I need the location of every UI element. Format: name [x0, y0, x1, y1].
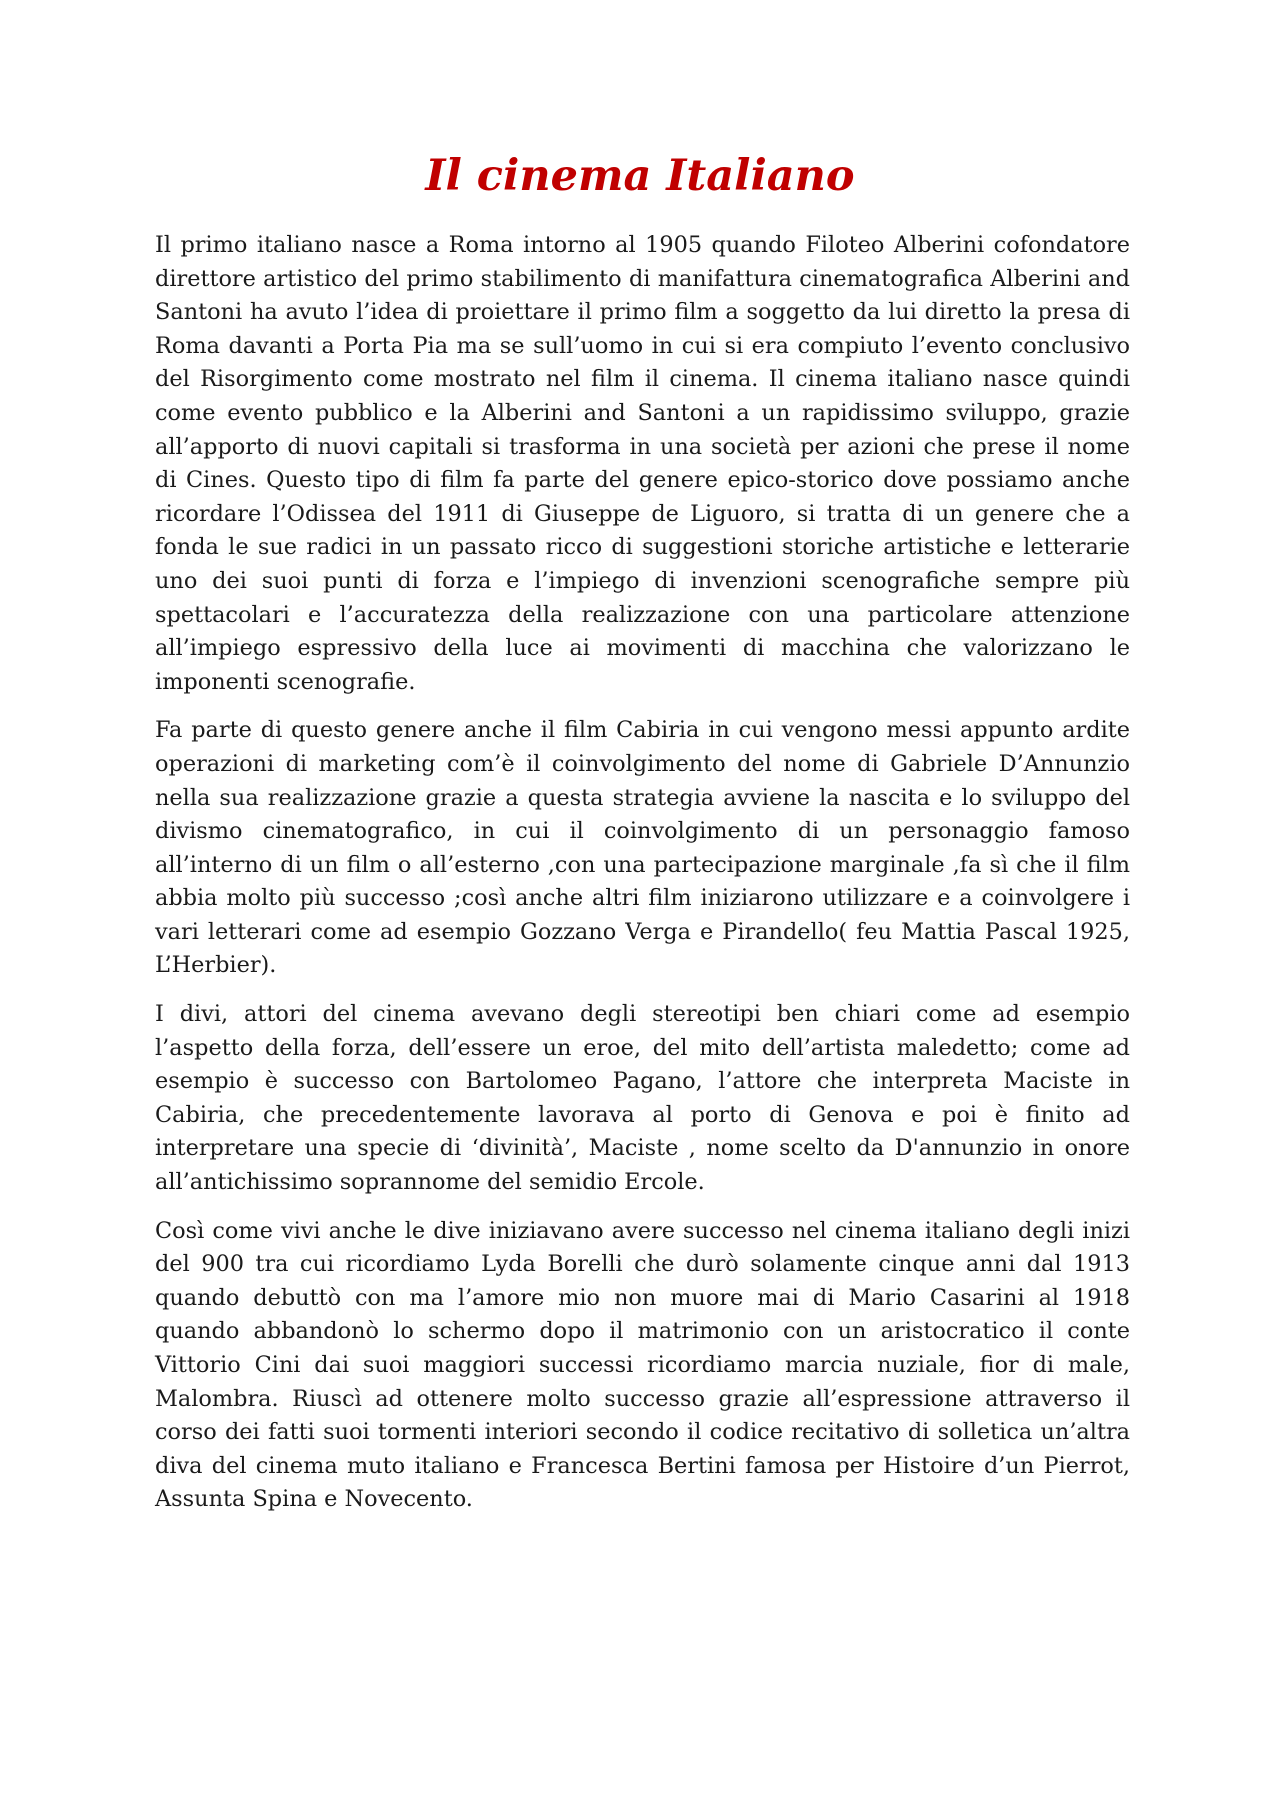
paragraph-1: Il primo italiano nasce a Roma intorno al 1905 quando Filoteo Alberini cofondatore direttore artistico del primo stabilimento di manifattura cinematografica Alberini and Santoni ha avuto l’idea di proiettare il primo film a soggetto da lui diretto la presa di Roma davanti a Porta Pia ma se sull’uomo in cui si era compiuto l’evento conclusivo del Risorgimento come mostrato nel film il cinema. Il cinema italiano nasce quindi come evento pubblico e la Alberini and Santoni a un rapidissimo sviluppo, grazie all’apporto di nuovi capitali si trasforma in una società per azioni che prese il nome di Cines. Questo tipo di film fa parte del genere epico-storico dove possiamo anche ricordare l’Odissea del 1911 di Giuseppe de Liguoro, si tratta di un genere che a fonda le sue radici in un passato ricco di suggestioni storiche artistiche e letterarie uno dei suoi punti di forza e l’impiego di invenzioni scenografiche sempre più spettacolari e l’accuratezza della realizzazione con una particolare attenzione all’impiego espressivo della luce ai movimenti di macchina che valorizzano le imponenti scenografie. [155, 232, 1130, 695]
paragraph-4: Così come vivi anche le dive iniziavano avere successo nel cinema italiano degli inizi del 900 tra cui ricordiamo Lyda Borelli che durò solamente cinque anni dal 1913 quando debuttò con ma l’amore mio non muore mai di Mario Casarini al 1918 quando abbandonò lo schermo dopo il matrimonio con un aristocratico il conte Vittorio Cini dai suoi maggiori successi ricordiamo marcia nuziale, fior di male, Malombra. Riuscì ad ottenere molto successo grazie all’espressione attraverso il corso dei fatti suoi tormenti interiori secondo il codice recitativo di solletica un’altra diva del cinema muto italiano e Francesca Bertini famosa per Histoire d’un Pierrot, Assunta Spina e Novecento. [155, 1217, 1130, 1513]
article-body [155, 229, 1130, 1532]
paragraph-2: Fa parte di questo genere anche il film Cabiria in cui vengono messi appunto ardite operazioni di marketing com’è il coinvolgimento del nome di Gabriele D’Annunzio nella sua realizzazione grazie a questa strategia avviene la nascita e lo sviluppo del divismo cinematografico, in cui il coinvolgimento di un personaggio famoso all’interno di un film o all’esterno ,con una partecipazione marginale ,fa sì che il film abbia molto più successo ;così anche altri film iniziarono utilizzare e a coinvolgere i vari letterari come ad esempio Gozzano Verga e Pirandello( feu Mattia Pascal 1925, L’Herbier). [155, 717, 1130, 979]
paragraph-3: I divi, attori del cinema avevano degli stereotipi ben chiari come ad esempio l’aspetto della forza, dell’essere un eroe, del mito dell’artista maledetto; come ad esempio è successo con Bartolomeo Pagano, l’attore che interpreta Maciste in Cabiria, che precedentemente lavorava al porto di Genova e poi è finito ad interpretare una specie di ‘divinità’, Maciste , nome scelto da D'annunzio in onore all’antichissimo soprannome del semidio Ercole. [155, 1001, 1130, 1196]
page-title: Il cinema Italiano [425, 151, 855, 201]
